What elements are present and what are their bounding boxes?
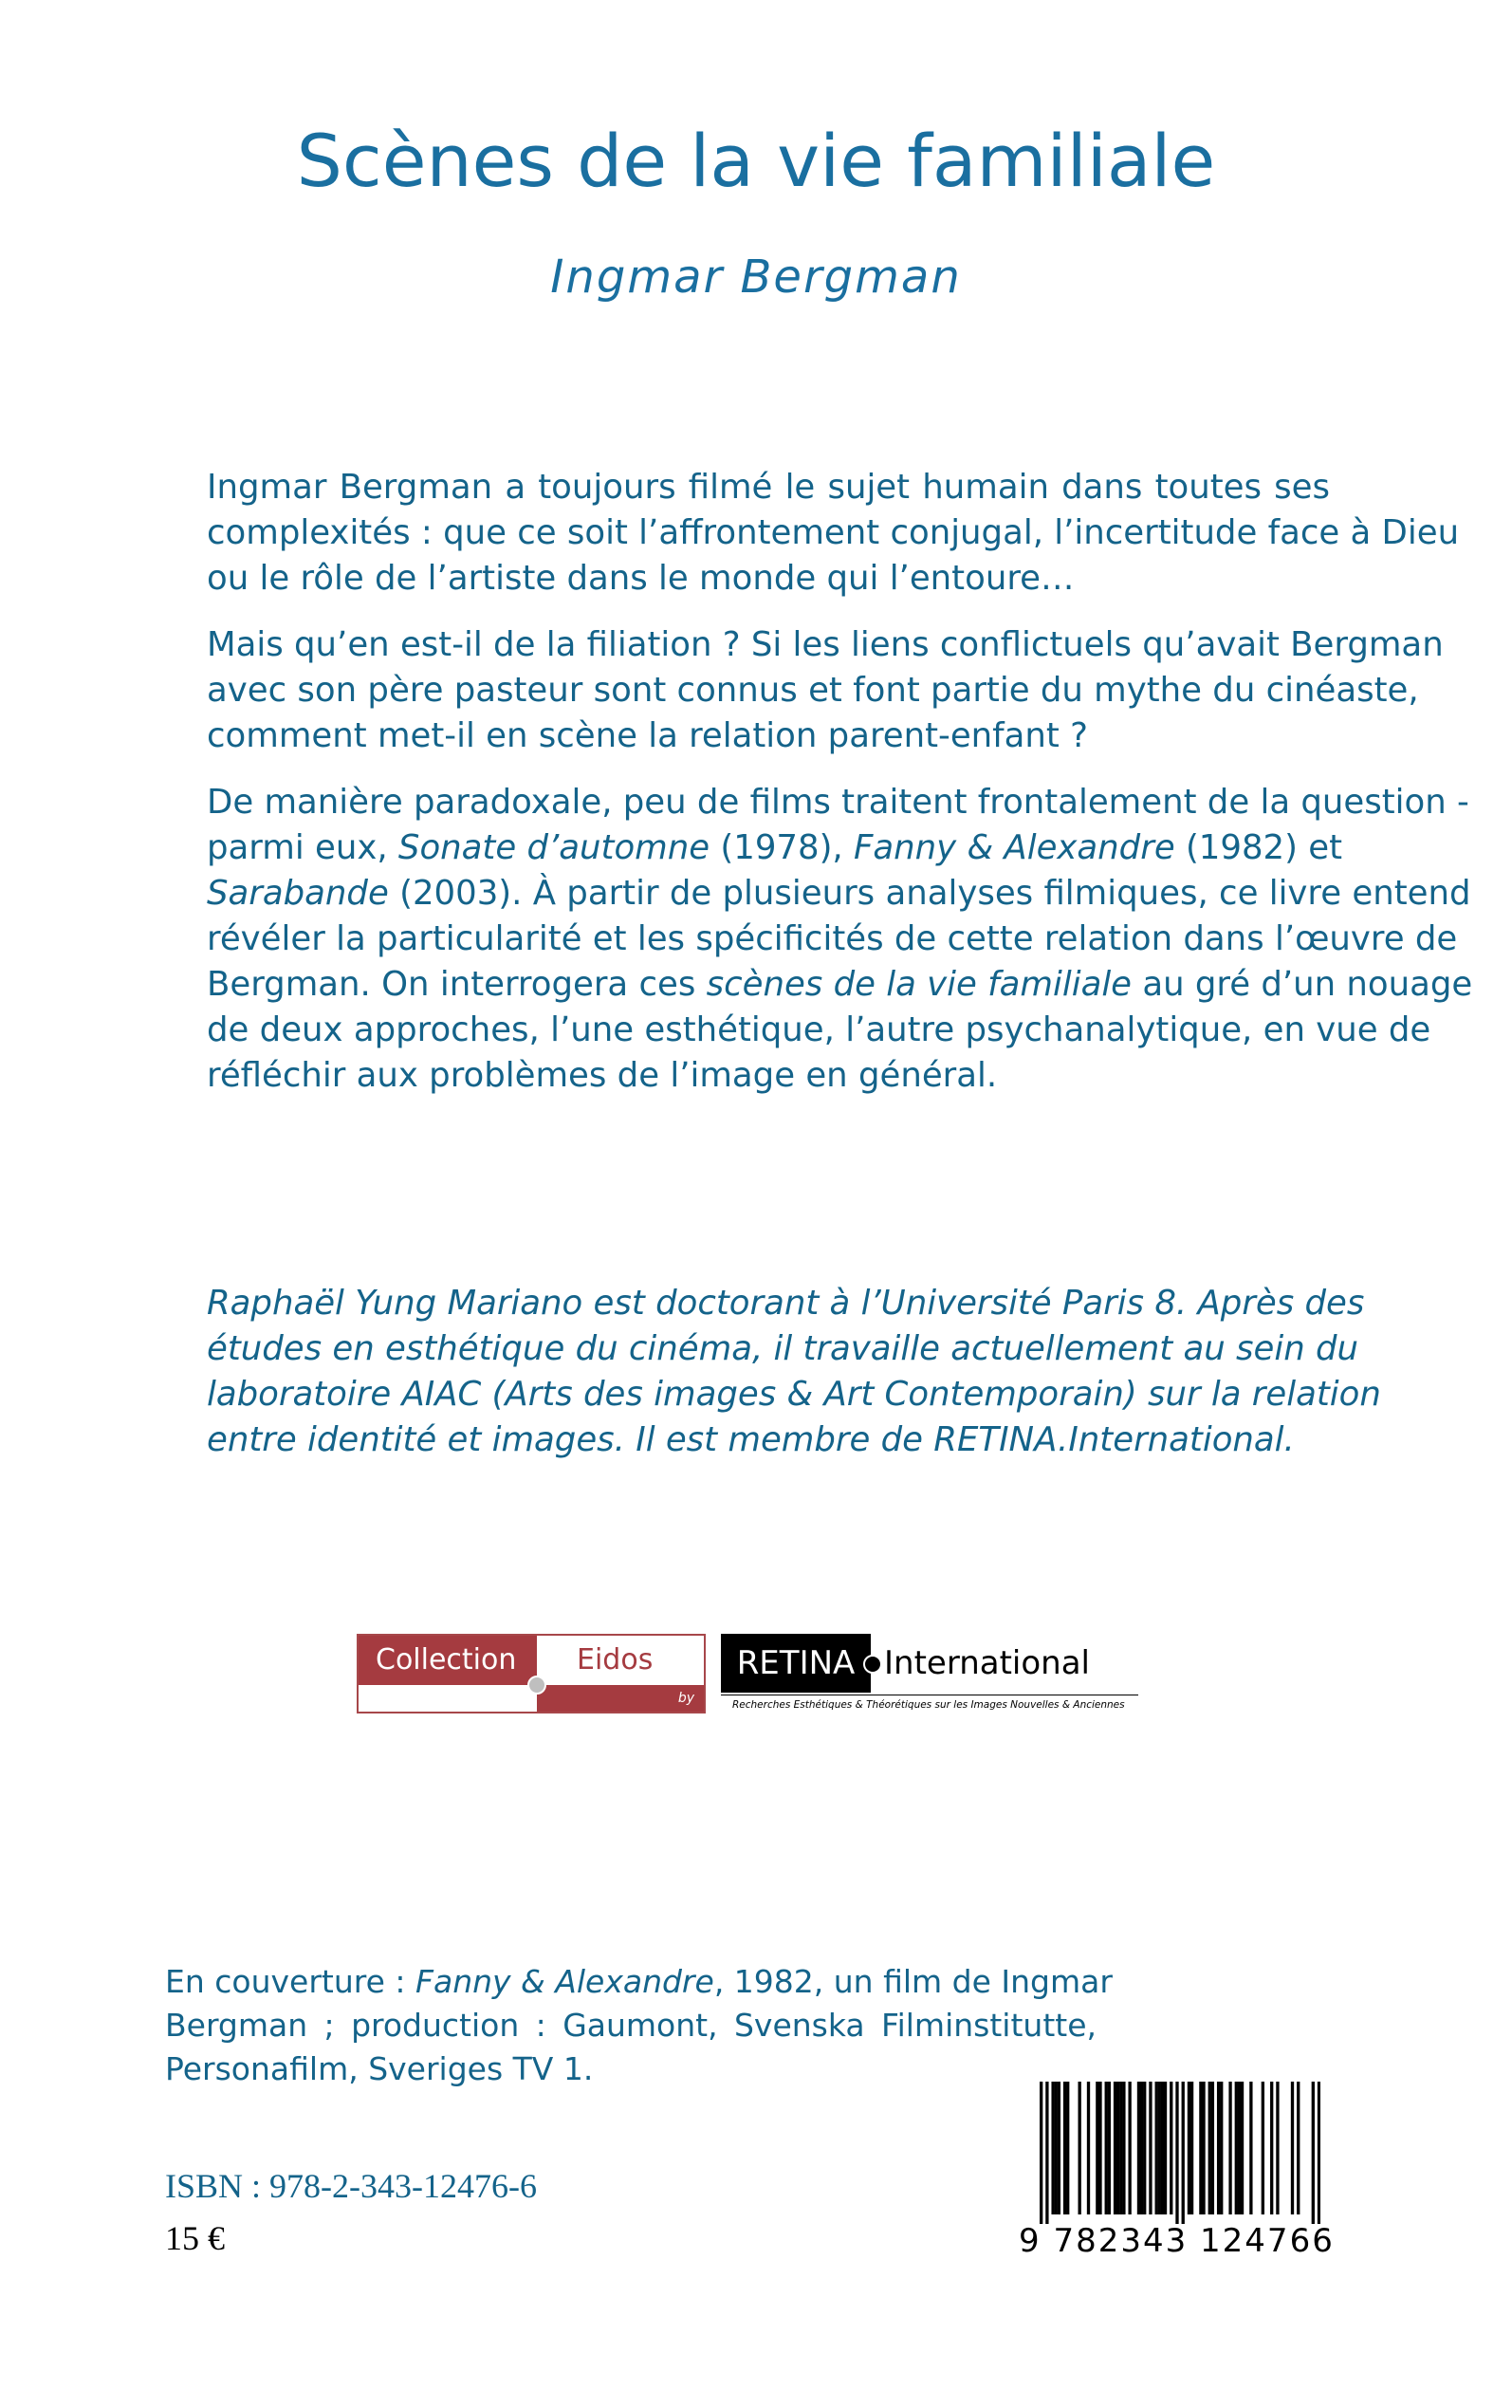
barcode-bar	[1297, 2082, 1300, 2214]
summary-line	[207, 825, 1343, 871]
bio-line: entre identité et images. Il est membre de RETINA.International.	[207, 1420, 1295, 1459]
barcode-bar	[1149, 2082, 1152, 2214]
barcode-bar	[1291, 2082, 1294, 2214]
retina-international-logo	[721, 1634, 1138, 1713]
barcode-bar	[1262, 2082, 1264, 2214]
barcode-bar	[1143, 2082, 1146, 2214]
isbn: ISBN : 978-2-343-12476-6	[165, 2167, 537, 2205]
credit-line	[165, 1960, 1113, 2004]
logo-international-label: International	[884, 1644, 1090, 1682]
price: 15 €	[165, 2219, 225, 2257]
summary-line: révéler la particularité et les spécificités de cette relation dans l’œuvre de	[207, 919, 1458, 958]
barcode-bar	[1087, 2082, 1090, 2214]
film-title: Fanny & Alexandre	[854, 828, 1175, 867]
barcode-bar	[1182, 2082, 1185, 2224]
bio-line	[207, 1281, 1365, 1326]
barcode-bar	[1119, 2082, 1122, 2214]
author-bio	[207, 1281, 1381, 1463]
text-fragment: au gré d’un nouage	[1132, 965, 1473, 1004]
barcode-bar	[1211, 2082, 1214, 2214]
barcode-bar	[1175, 2082, 1178, 2224]
text-fragment: En couverture :	[165, 1963, 415, 2000]
barcode-bar	[1202, 2082, 1205, 2214]
text-fragment: parmi eux,	[207, 828, 398, 867]
barcode-bar	[1270, 2082, 1273, 2214]
collection-eidos-logo	[357, 1634, 706, 1732]
logo-eidos-label: Eidos	[577, 1643, 654, 1676]
summary-paragraph-3	[207, 780, 1473, 1099]
barcode-bar	[1096, 2082, 1098, 2214]
summary-line: avec son père pasteur sont connus et font partie du mythe du cinéaste,	[207, 671, 1419, 710]
barcode-bar	[1249, 2082, 1252, 2214]
barcode-bar	[1122, 2082, 1125, 2214]
barcode-bar	[1055, 2082, 1058, 2214]
film-title: Sonate d’automne	[397, 828, 710, 867]
barcode-bar	[1238, 2082, 1241, 2214]
barcode-bar	[1188, 2082, 1190, 2214]
logo-retina-label: RETINA	[721, 1634, 871, 1693]
logo-collection-label: Collection	[359, 1636, 537, 1685]
book-title: Scènes de la vie familiale	[296, 119, 1216, 203]
author-name: Raphaël Yung Mariano	[207, 1284, 583, 1323]
barcode-bar	[1161, 2082, 1164, 2214]
barcode-bar	[1276, 2082, 1279, 2214]
logo-dot-icon	[527, 1676, 546, 1695]
barcode-digits: 9 782343 124766	[1019, 2222, 1335, 2260]
summary-line: comment met-il en scène la relation parent-enfant ?	[207, 716, 1088, 755]
barcode-bar	[1045, 2082, 1048, 2224]
barcode-bar	[1105, 2082, 1108, 2214]
summary-line: réfléchir aux problèmes de l’image en général.	[207, 1056, 998, 1095]
summary-paragraph-1	[207, 465, 1460, 602]
summary	[207, 465, 1473, 1120]
film-title: Fanny & Alexandre	[415, 1963, 714, 2000]
barcode-bar	[1079, 2082, 1081, 2214]
barcode-bar	[1066, 2082, 1069, 2214]
summary-line: Mais qu’en est-il de la filiation ? Si les liens conflictuels qu’avait Bergman	[207, 625, 1444, 664]
summary-line: De manière paradoxale, peu de films traitent frontalement de la question -	[207, 783, 1469, 822]
summary-line	[207, 962, 1473, 1008]
logo-dot-icon	[863, 1655, 882, 1674]
summary-line: Ingmar Bergman a toujours filmé le sujet humain dans toutes ses	[207, 468, 1330, 507]
barcode-bar	[1051, 2082, 1054, 2214]
film-title: Sarabande	[207, 874, 389, 913]
summary-paragraph-2	[207, 622, 1444, 759]
credit-line: Personafilm, Sveriges TV 1.	[165, 2050, 594, 2087]
logo-by-label: by RETINA.International	[537, 1685, 704, 1712]
bio-line: laboratoire AIAC (Arts des images & Art Contemporain) sur la relation	[207, 1375, 1381, 1414]
barcode-bar	[1217, 2082, 1220, 2214]
barcode-bar	[1158, 2082, 1161, 2214]
text-fragment: , 1982, un film de Ingmar	[713, 1963, 1113, 2000]
text-fragment: est doctorant à l’Université Paris 8. Après des	[582, 1284, 1365, 1323]
barcode-bar	[1137, 2082, 1140, 2214]
bio-line: études en esthétique du cinéma, il travaille actuellement au sein du	[207, 1329, 1359, 1368]
summary-line	[207, 871, 1471, 917]
book-author: Ingmar Bergman	[550, 250, 962, 304]
emphasis: scènes de la vie familiale	[706, 965, 1133, 1004]
barcode-bar	[1164, 2082, 1167, 2214]
barcode-bar	[1108, 2082, 1111, 2214]
summary-line: complexités : que ce soit l’affrontement conjugal, l’incertitude face à Dieu	[207, 513, 1460, 552]
barcode-bar	[1116, 2082, 1119, 2214]
barcode-bar	[1228, 2082, 1231, 2214]
barcode-bar	[1235, 2082, 1238, 2214]
barcode-bar	[1241, 2082, 1244, 2214]
barcode-bars-icon	[1040, 2082, 1320, 2224]
summary-line: ou le rôle de l’artiste dans le monde qui l’entoure…	[207, 559, 1075, 598]
barcode-bar	[1170, 2082, 1172, 2214]
text-fragment: Bergman. On interrogera ces	[207, 965, 707, 1004]
barcode-bar	[1199, 2082, 1202, 2214]
cover-credit	[165, 1960, 1113, 2091]
barcode-bar	[1220, 2082, 1223, 2214]
barcode-bar	[1140, 2082, 1143, 2214]
logo-tagline: Recherches Esthétiques & Théorétiques sur les Images Nouvelles & Anciennes	[732, 1699, 1125, 1711]
text-fragment: (2003). À partir de plusieurs analyses filmiques, ce livre entend	[388, 874, 1471, 913]
summary-line: de deux approches, l’une esthétique, l’autre psychanalytique, en vue de	[207, 1010, 1431, 1049]
barcode-bar	[1190, 2082, 1193, 2214]
barcode-bar	[1318, 2082, 1320, 2224]
barcode-bar	[1058, 2082, 1060, 2214]
barcode-bar	[1128, 2082, 1131, 2214]
barcode-bar	[1155, 2082, 1158, 2214]
barcode-bar	[1063, 2082, 1066, 2214]
barcode-bar	[1040, 2082, 1042, 2224]
barcode-bar	[1312, 2082, 1315, 2224]
credit-line: Bergman ; production : Gaumont, Svenska Filminstitutte,	[165, 2007, 1097, 2044]
barcode-bar	[1098, 2082, 1101, 2214]
text-fragment: (1978),	[710, 828, 854, 867]
barcode-bar	[1208, 2082, 1211, 2214]
barcode	[1019, 2082, 1339, 2268]
text-fragment: (1982) et	[1174, 828, 1343, 867]
barcode-bar	[1114, 2082, 1116, 2214]
